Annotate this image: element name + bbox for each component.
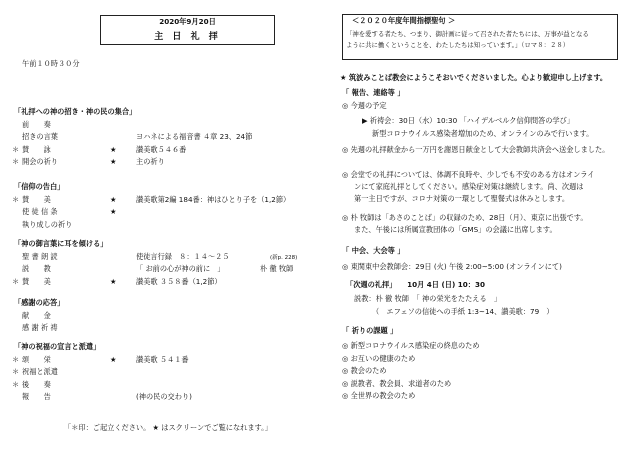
order-item-name: 開会の祈り <box>22 157 58 167</box>
order-row <box>12 252 332 263</box>
standing-mark: ＊ <box>12 195 20 204</box>
circle-bullet-icon: ◎ <box>342 366 351 376</box>
order-item-name: 使 徒 信 条 <box>22 207 58 217</box>
next-service-title: 「次週の礼拝」 10月 4日 (日) 10：30 <box>346 280 485 289</box>
footer-note: 「＊印：ご起立ください。 ★ はスクリーンでご覧になれます。」 <box>64 423 272 432</box>
page-title: 主 日 礼 拝 <box>154 32 221 42</box>
standing-mark: ＊ <box>12 355 20 364</box>
order-item-name: 報 告 <box>22 392 51 402</box>
order-row <box>12 277 332 288</box>
report-item-3-line-3: 第一主日ですが、コロナ対策の一環として聖餐式は休みとします。 <box>354 194 570 203</box>
circle-bullet-icon: ◎ <box>342 170 351 179</box>
section-title: 「神の御言葉に耳を傾ける」 <box>14 239 108 248</box>
order-row <box>12 120 332 131</box>
order-row <box>12 355 332 366</box>
order-item-detail: 主の祈り <box>136 157 165 167</box>
order-item-name: 説 教 <box>22 264 51 274</box>
order-item-name: 賛 美 <box>22 195 51 204</box>
next-service-line-2: （ エフェソの信徒への手紙 1:3~14、讃美歌：79 ） <box>372 307 554 316</box>
standing-mark: ＊ <box>12 144 20 154</box>
section-title: 「感謝の応答」 <box>14 298 65 307</box>
order-item-detail: ヨハネによる福音書 ４章 23、24節 <box>136 132 253 142</box>
order-item-name: 感 謝 祈 祷 <box>22 323 58 333</box>
verse-line-2: ように共に働くということを、わたしたちは知っています。」（ロマ８：２８） <box>346 41 570 49</box>
screen-star-icon: ★ <box>110 355 117 364</box>
report-item-1-line-1: ▶ 祈祷会：30日（水）10:30 「ハイデルベルク信仰問答の学び」 <box>362 116 574 125</box>
circle-bullet-icon: ◎ <box>342 353 351 363</box>
circle-bullet-icon: ◎ <box>342 341 351 350</box>
prayer-item-text: 説教者、教会員、求道者のため <box>350 378 452 388</box>
standing-mark: ＊ <box>12 157 20 167</box>
order-row <box>12 132 332 143</box>
screen-star-icon: ★ <box>110 144 117 154</box>
order-item-detail: 讃美歌 ３５８番（1,2節） <box>136 276 222 286</box>
section-title: 「信仰の告白」 <box>14 182 65 191</box>
prayer-item-text: お互いの健康のため <box>350 353 416 363</box>
welcome-message: ★ 筑波みことば教会にようこそおいでくださいました。心より歓迎申し上げます。 <box>340 73 608 82</box>
prayer-item-text: 全世界の教会のため <box>350 391 416 401</box>
circle-bullet-icon: ◎ <box>342 262 351 271</box>
order-row <box>12 264 332 275</box>
order-row <box>12 392 332 403</box>
report-item-4: ◎ 朴 牧師は「あさのことば」の収録のため、28日（月）、東京に出張です。 <box>342 213 588 222</box>
order-item-detail: 讃美歌第2編 184番：神はひとり子を（1,2節） <box>136 195 291 204</box>
prayer-item-text: 教会のため <box>350 366 387 376</box>
prayer-item <box>342 354 415 364</box>
order-item-detail: 讃美歌５４６番 <box>136 144 187 154</box>
prayer-item <box>342 366 387 376</box>
order-item-detail: (神の民の交わり) <box>136 392 192 402</box>
prayer-title: 「 祈りの課題 」 <box>342 326 398 335</box>
order-item-name: 聖 書 朗 読 <box>22 252 58 261</box>
order-row <box>12 207 332 218</box>
prayer-item <box>342 391 415 401</box>
order-item-detail: 使徒言行録 ８：１４～２５ <box>136 252 230 261</box>
order-item-name: 賛 詠 <box>22 144 51 154</box>
order-item-name: 献 金 <box>22 311 51 320</box>
standing-mark: ＊ <box>12 276 20 286</box>
report-item-2: ◎ 先週の礼拝献金から一万円を謝恩日献金として大会教師共済会へ送金しました。 <box>342 145 610 154</box>
circle-bullet-icon: ◎ <box>342 213 351 222</box>
verse-title: ＜２０２０年度年間指標聖句 ＞ <box>352 16 456 25</box>
screen-star-icon: ★ <box>110 157 117 167</box>
standing-mark: ＊ <box>12 367 20 377</box>
verse-line-1: 「神を愛する者たち、つまり、御計画に従って召された者たちには、万事が益となる <box>346 30 589 38</box>
order-row <box>12 220 332 231</box>
order-item-name: 祝福と派遣 <box>22 367 58 377</box>
report-item-1-line-2: 新型コロナウイルス感染者増加のため、オンラインのみで行います。 <box>372 129 594 138</box>
order-row <box>12 380 332 391</box>
circle-bullet-icon: ◎ <box>342 145 351 154</box>
order-item-name: 前 奏 <box>22 120 51 129</box>
next-service-date: 10月 4日 (日) 10：30 <box>407 280 485 289</box>
report-item-4-line-2: また、午後には所属宣教団体の「GMS」の会議に出席します。 <box>354 225 557 234</box>
order-item-detail: 讃美歌 ５４１番 <box>136 355 189 364</box>
order-row <box>12 157 332 168</box>
report-item-1: ◎ 今週の予定 <box>342 101 387 110</box>
page-reference: (新p. 228) <box>270 255 298 261</box>
order-item-name: 賛 美 <box>22 276 51 286</box>
order-item-name: 招きの言葉 <box>22 132 58 142</box>
order-item-name: 執り成しの祈り <box>22 219 73 229</box>
prayer-item-text: 新型コロナウイルス感染症の終息のため <box>350 341 480 350</box>
screen-star-icon: ★ <box>110 207 117 217</box>
report-item-3-line-2: ンにて家庭礼拝としてください。感染症対策は継続します。尚、次週は <box>354 182 584 191</box>
order-item-detail: 「 お前の心が神の前に 」 <box>136 264 225 274</box>
order-row <box>12 195 332 206</box>
standing-mark: ＊ <box>12 379 20 389</box>
prayer-item <box>342 341 480 351</box>
circle-bullet-icon: ◎ <box>342 378 351 388</box>
order-row <box>12 367 332 378</box>
section-title: 「神の祝福の宣言と派遣」 <box>14 342 101 351</box>
circle-bullet-icon: ◎ <box>342 391 351 401</box>
screen-star-icon: ★ <box>110 276 117 286</box>
meeting-item-1: ◎ 東関東中会教師会：29日 (火) 午後 2:00~5:00 (オンラインにて) <box>342 262 562 271</box>
circle-bullet-icon: ◎ <box>342 101 351 110</box>
order-row <box>12 311 332 322</box>
service-time: 午前１０時３０分 <box>22 59 80 68</box>
order-item-name: 後 奏 <box>22 379 51 389</box>
preacher-name: 朴 徹 牧師 <box>260 264 294 274</box>
section-title: 「礼拝への神の招き・神の民の集合」 <box>14 107 137 116</box>
order-item-name: 頌 栄 <box>22 355 51 364</box>
meetings-title: 「 中会、大会等 」 <box>342 246 405 255</box>
order-row <box>12 145 332 156</box>
reports-title: 「 報告、連絡等 」 <box>342 88 405 97</box>
report-item-3: ◎ 会堂での礼拝については、体調不良時や、少しでも不安のある方はオンライ <box>342 170 595 179</box>
next-service-line-1: 説教：朴 徹 牧師 「 神の栄光をたたえる 」 <box>354 294 502 303</box>
screen-star-icon: ★ <box>110 195 117 204</box>
service-date: 2020年9月20日 <box>159 17 216 26</box>
order-row <box>12 323 332 334</box>
prayer-item <box>342 379 451 389</box>
